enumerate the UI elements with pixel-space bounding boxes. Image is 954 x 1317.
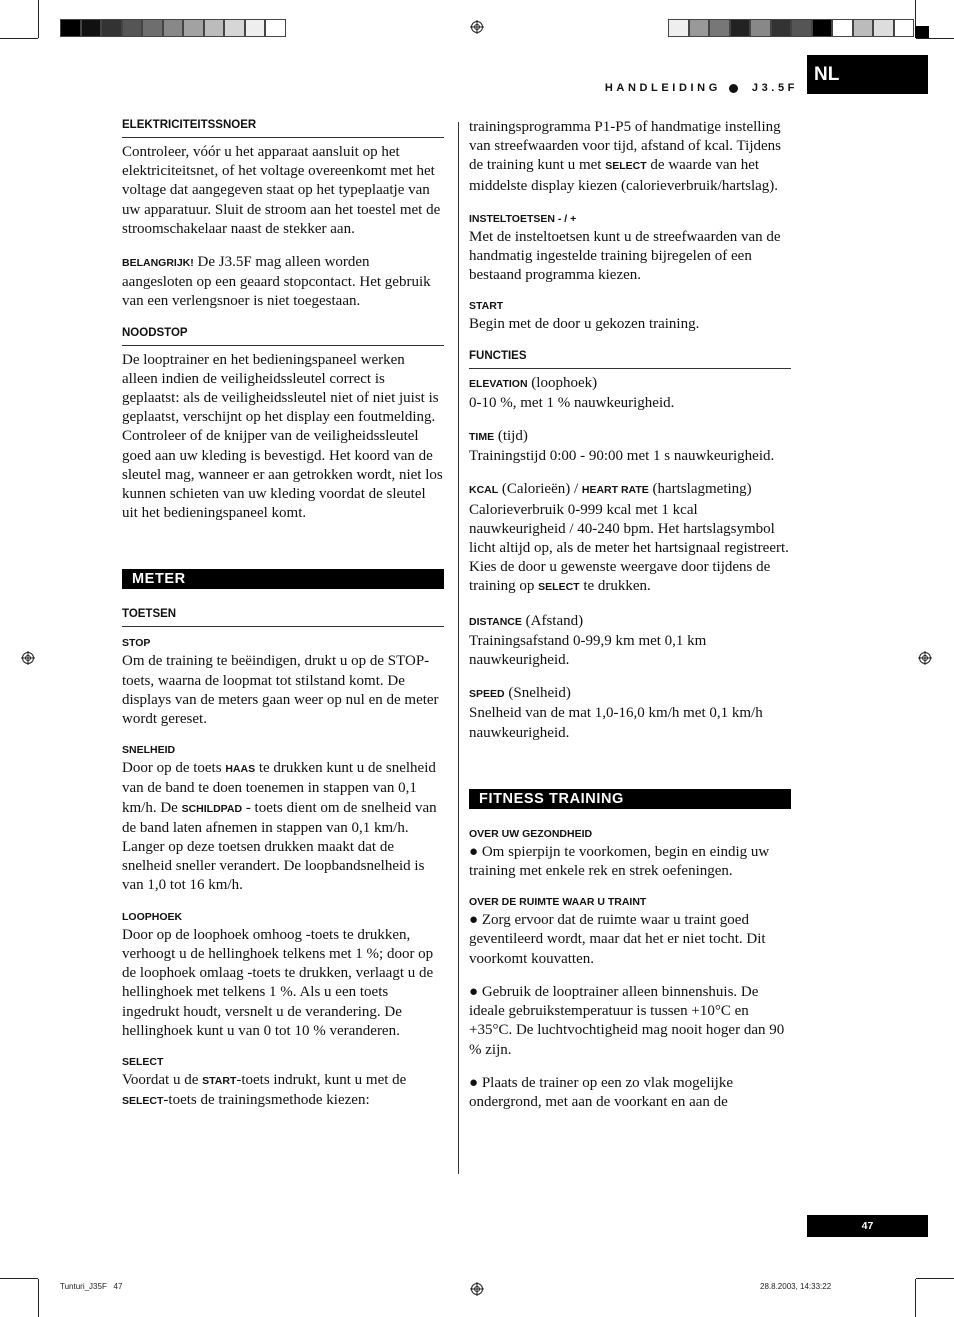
paragraph: De looptrainer en het bedieningspaneel werken alleen indien de veiligheidssleutel correct is geplaatst: als de veiligheidssleutel niet of niet juist is geplaatst, verschijnt op het display een foutmelding. Controleer of de knijper van de veiligheidssleutel goed aan uw kleding is bevestigd. Het koord van de sleutel mag, wanneer er aan getrokken wordt, niet los kunnen schieten van uw kleding voordat de sleutel uit het bedieningspaneel komt.	[122, 351, 443, 522]
section-band: FITNESS TRAINING	[469, 789, 791, 809]
bullet-paragraph: ● Zorg ervoor dat de ruimte waar u traint goed geventileerd wordt, maar dat het er niet tocht. Dit voorkomt kouvatten.	[469, 912, 766, 967]
paragraph: Controleer, vóór u het apparaat aansluit op het elektriciteitsnet, of het voltage overeenkomt met het voltage dat aangegeven staat op het typeplaatje van uw apparatuur. Sluit de stroom aan het toestel met de stroomschakelaar naast de stekker aan.	[122, 144, 441, 237]
color-swatch	[791, 19, 812, 37]
color-swatch	[668, 19, 689, 37]
bullet-icon: ●	[469, 1074, 482, 1091]
paragraph: Begin met de door u gekozen training.	[469, 316, 700, 333]
function-entry: SPEED (Snelheid) Snelheid van de mat 1,0-16,0 km/h met 0,1 km/h nauwkeurigheid.	[469, 685, 763, 741]
bullet-paragraph: ● Om spierpijn te voorkomen, begin en eindig uw training met enkele rek en strek oefeningen.	[469, 843, 770, 880]
registration-block	[915, 26, 929, 38]
crop-mark	[38, 0, 39, 38]
bullet-icon: ●	[469, 843, 482, 860]
color-swatch	[224, 19, 245, 37]
paragraph: Met de insteltoetsen kunt u de streefwaarden van de handmatig ingestelde training bijregelen of een bestaand programma kiezen.	[469, 228, 781, 284]
function-entry: ELEVATION (loophoek) 0-10 %, met 1 % nauwkeurigheid.	[469, 374, 675, 411]
section-heading: TOETSEN	[122, 607, 444, 627]
left-column	[122, 118, 444, 1125]
subheading: START	[469, 300, 504, 313]
paragraph: trainingsprogramma P1-P5 of handmatige instelling van streefwaarden voor tijd, afstand of kcal. Tijdens de training kunt u met SELECT de waarde van het middelste display kiezen (calorieverbruik/hartslag).	[469, 119, 782, 194]
paragraph: Door op de toets HAAS te drukken kunt u de snelheid van de band te doen toenemen in stappen van 0,1 km/h. De SCHILDPAD - toets dient om de snelheid van de band laten afnemen in stappen van 0,1 km/h. Langer op deze toetsen drukken maakt dat de snelheid sneller verandert. De loopbandsnelheid is van 1,0 tot 16 km/h.	[122, 760, 437, 894]
bullet-icon: ●	[469, 983, 482, 1000]
footer-filename: Tunturi_J35F 47	[60, 1282, 123, 1291]
color-swatch	[245, 19, 266, 37]
key-name: SELECT	[605, 160, 647, 173]
color-swatch	[750, 19, 771, 37]
header-title: HANDLEIDING	[604, 82, 721, 94]
paragraph: Voordat u de START-toets indrukt, kunt u met de SELECT-toets de trainingsmethode kiezen:	[122, 1071, 407, 1109]
color-swatch	[689, 19, 710, 37]
function-entry: TIME (tijd) Trainingstijd 0:00 - 90:00 met 1 s nauwkeurigheid.	[469, 428, 775, 465]
color-swatch	[265, 19, 286, 37]
color-swatch	[853, 19, 874, 37]
bullet-paragraph: ● Gebruik de looptrainer alleen binnenshuis. De ideale gebruikstemperatuur is tussen +10°C en +35°C. De luchtvochtigheid mag nooit hoger dan 90 % zijn.	[469, 983, 785, 1058]
crop-mark	[0, 1278, 38, 1279]
key-name: SELECT	[122, 1095, 164, 1108]
paragraph: BELANGRIJK! De J3.5F mag alleen worden aangesloten op een geaard stopcontact. Het gebruik van een verlengsnoer is niet toegestaan.	[122, 254, 431, 310]
color-calibration-bar	[60, 19, 286, 37]
color-swatch	[183, 19, 204, 37]
subheading: OVER DE RUIMTE WAAR U TRAINT	[469, 896, 647, 909]
subheading: INSTELTOETSEN - / +	[469, 212, 577, 225]
color-swatch	[832, 19, 853, 37]
language-tab: NL	[807, 55, 928, 94]
key-name: HAAS	[225, 763, 256, 776]
color-swatch	[730, 19, 751, 37]
crop-mark	[0, 38, 38, 39]
color-swatch	[122, 19, 143, 37]
bullet-icon	[729, 84, 738, 93]
right-column	[469, 118, 791, 1126]
color-swatch	[812, 19, 833, 37]
crop-mark	[38, 1279, 39, 1317]
subheading: LOOPHOEK	[122, 910, 183, 923]
color-swatch	[142, 19, 163, 37]
column-divider	[458, 122, 459, 1174]
paragraph: Door op de loophoek omhoog -toets te drukken, verhoogt u de hellinghoek telkens met 1 %; door op de loophoek omlaag -toets te drukken, verlaagt u de hellinghoek met telkens 1 %. Als u een toets ingedrukt houdt, versnelt u de verandering. De hellinghoek kunt u van 0 tot 10 % veranderen.	[122, 926, 434, 1039]
function-entry: DISTANCE (Afstand) Trainingsafstand 0-99,9 km met 0,1 km nauwkeurigheid.	[469, 612, 707, 669]
crop-mark	[916, 1278, 954, 1279]
color-swatch	[81, 19, 102, 37]
page-number: 47	[807, 1215, 928, 1237]
section-heading: ELEKTRICITEITSSNOER	[122, 118, 444, 138]
subheading: OVER UW GEZONDHEID	[469, 827, 593, 840]
subheading: SELECT	[122, 1055, 164, 1068]
key-name: SELECT	[538, 581, 580, 594]
color-calibration-bar	[668, 19, 914, 37]
inline-label: BELANGRIJK!	[122, 257, 194, 270]
registration-mark-icon	[470, 20, 484, 34]
crop-mark	[915, 1279, 916, 1317]
registration-mark-icon	[470, 1282, 484, 1296]
registration-mark-icon	[918, 651, 932, 665]
section-heading: NOODSTOP	[122, 326, 444, 346]
running-header	[605, 82, 798, 94]
footer-timestamp: 28.8.2003, 14:33:22	[760, 1282, 832, 1291]
subheading: STOP	[122, 637, 151, 650]
section-heading: FUNCTIES	[469, 349, 791, 369]
color-swatch	[709, 19, 730, 37]
header-model: J3.5F	[751, 82, 798, 94]
section-band: METER	[122, 569, 444, 589]
bullet-paragraph: ● Plaats de trainer op een zo vlak mogelijke ondergrond, met aan de voorkant en aan de	[469, 1074, 733, 1110]
paragraph: Om de training te beëindigen, drukt u op de STOP-toets, waarna de loopmat tot stilstand komt. De displays van de meters gaan weer op nul en de meter wordt gereset.	[122, 653, 439, 728]
color-swatch	[873, 19, 894, 37]
subheading: SNELHEID	[122, 744, 176, 757]
color-swatch	[60, 19, 81, 37]
color-swatch	[101, 19, 122, 37]
key-name: START	[202, 1074, 237, 1087]
color-swatch	[894, 19, 915, 37]
bullet-icon: ●	[469, 912, 482, 929]
key-name: SCHILDPAD	[181, 802, 243, 815]
color-swatch	[163, 19, 184, 37]
color-swatch	[771, 19, 792, 37]
crop-mark	[916, 38, 954, 39]
color-swatch	[204, 19, 225, 37]
function-entry: KCAL (Calorieën) / HEART RATE (hartslagmeting) Calorieverbruik 0-999 kcal met 1 kcal nauwkeurigheid / 40-240 bpm. Het hartslagsymbol licht altijd op, als de meter het hartsignaal registreert. Kies de door u gewenste weergave door tijdens de training op SELECT te drukken.	[469, 481, 789, 595]
registration-mark-icon	[21, 651, 35, 665]
